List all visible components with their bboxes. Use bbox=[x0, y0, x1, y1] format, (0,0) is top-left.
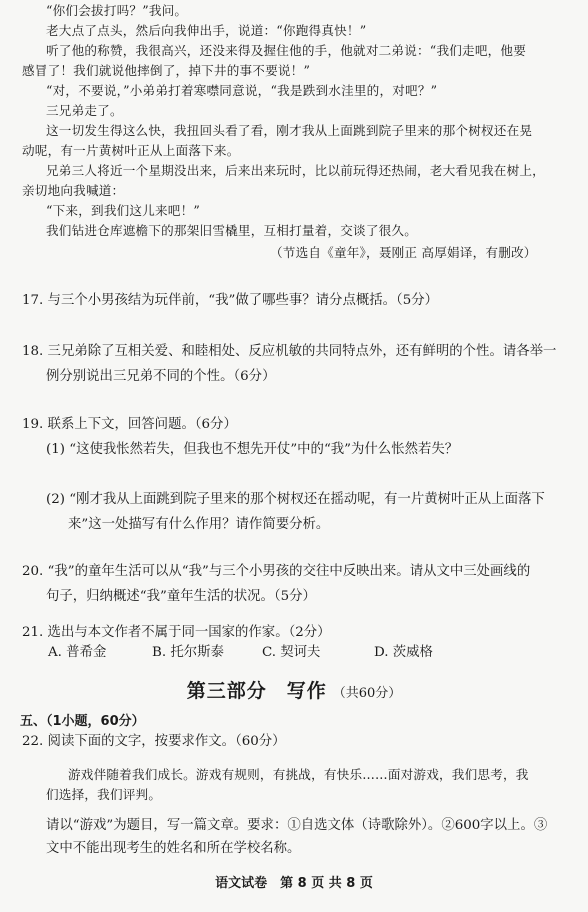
section-title bbox=[0, 676, 588, 703]
passage-line-3: 听了他的称赞，我很高兴，还没来得及握住他的手，他就对二弟说：“我们走吧，他要 bbox=[46, 43, 527, 58]
question-21-option-a: A. 普希金 bbox=[48, 645, 107, 660]
question-20-line-2: 句子，归纳概述“我”童年生活的状况。（5分） bbox=[46, 589, 316, 604]
passage-line-12: 我们钻进仓库遮檐下的那架旧雪橇里，互相打量着，交谈了很久。 bbox=[46, 223, 418, 238]
passage-line-8: 动呢，有一片黄树叶正从上面落下来。 bbox=[22, 143, 240, 158]
writing-requirement-line-2: 文中不能出现考生的姓名和所在学校名称。 bbox=[46, 841, 301, 856]
writing-requirement-line-1: 请以“游戏”为题目，写一篇文章。要求：①自选文体（诗歌除外）。②600字以上。③ bbox=[46, 818, 548, 833]
question-18-line-2: 例分别说出三兄弟不同的个性。（6分） bbox=[46, 369, 276, 384]
passage-source: （节选自《童年》，聂刚正 高厚娟译，有删改） bbox=[270, 245, 537, 260]
question-21-option-c: C. 契诃夫 bbox=[262, 645, 321, 660]
question-21: 21. 选出与本文作者不属于同一国家的作家。（2分） bbox=[22, 625, 331, 640]
section-title-main: 第三部分 写作 bbox=[186, 680, 327, 702]
part5-heading: 五、（1小题，60分） bbox=[20, 714, 145, 729]
passage-line-1: “你们会拔打吗？”我问。 bbox=[46, 3, 188, 18]
question-20-line-1: 20. “我”的童年生活可以从“我”与三个小男孩的交往中反映出来。请从文中三处画线的 bbox=[22, 564, 531, 579]
question-19: 19. 联系上下文，回答问题。（6分） bbox=[22, 417, 237, 432]
passage-line-11: “下来，到我们这儿来吧！” bbox=[46, 203, 201, 218]
passage-line-4: 感冒了！我们就说他摔倒了，掉下井的事不要说！” bbox=[22, 63, 311, 78]
passage-line-7: 这一切发生得这么快，我扭回头看了看，刚才我从上面跳到院子里来的那个树杈还在晃 bbox=[46, 123, 533, 138]
passage-line-5: “对，不要说，”小弟弟打着寒噤同意说，“我是跌到水洼里的，对吧？” bbox=[46, 83, 438, 98]
question-17: 17. 与三个小男孩结为玩伴前，“我”做了哪些事？请分点概括。（5分） bbox=[22, 293, 438, 308]
question-19-part-2-line-2: 来”这一处描写有什么作用？请作简要分析。 bbox=[68, 517, 330, 532]
section-title-score: （共60分） bbox=[332, 686, 402, 701]
writing-material-line-2: 们选择，我们评判。 bbox=[46, 787, 162, 802]
question-19-part-2-line-1: (2) “刚才我从上面跳到院子里来的那个树杈还在摇动呢，有一片黄树叶正从上面落下 bbox=[46, 492, 545, 507]
writing-material-line-1: 游戏伴随着我们成长。游戏有规则，有挑战，有快乐……面对游戏，我们思考，我 bbox=[68, 767, 529, 782]
page-footer: 语文试卷 第 8 页 共 8 页 bbox=[215, 876, 373, 891]
question-21-option-b: B. 托尔斯泰 bbox=[152, 645, 224, 660]
passage-line-2: 老大点了点头，然后向我伸出手，说道：“你跑得真快！” bbox=[46, 23, 367, 38]
passage-line-6: 三兄弟走了。 bbox=[46, 103, 123, 118]
question-21-option-d: D. 茨威格 bbox=[374, 645, 433, 660]
question-19-part-1: (1) “这使我怅然若失，但我也不想先开仗”中的“我”为什么怅然若失？ bbox=[46, 442, 459, 457]
question-22: 22. 阅读下面的文字，按要求作文。（60分） bbox=[22, 734, 286, 749]
passage-line-10: 亲切地向我喊道： bbox=[22, 183, 125, 198]
question-18-line-1: 18. 三兄弟除了互相关爱、和睦相处、反应机敏的共同特点外，还有鲜明的个性。请各举一 bbox=[22, 344, 557, 359]
passage-line-9: 兄弟三人将近一个星期没出来，后来出来玩时，比以前玩得还热闹，老大看见我在树上， bbox=[46, 163, 545, 178]
